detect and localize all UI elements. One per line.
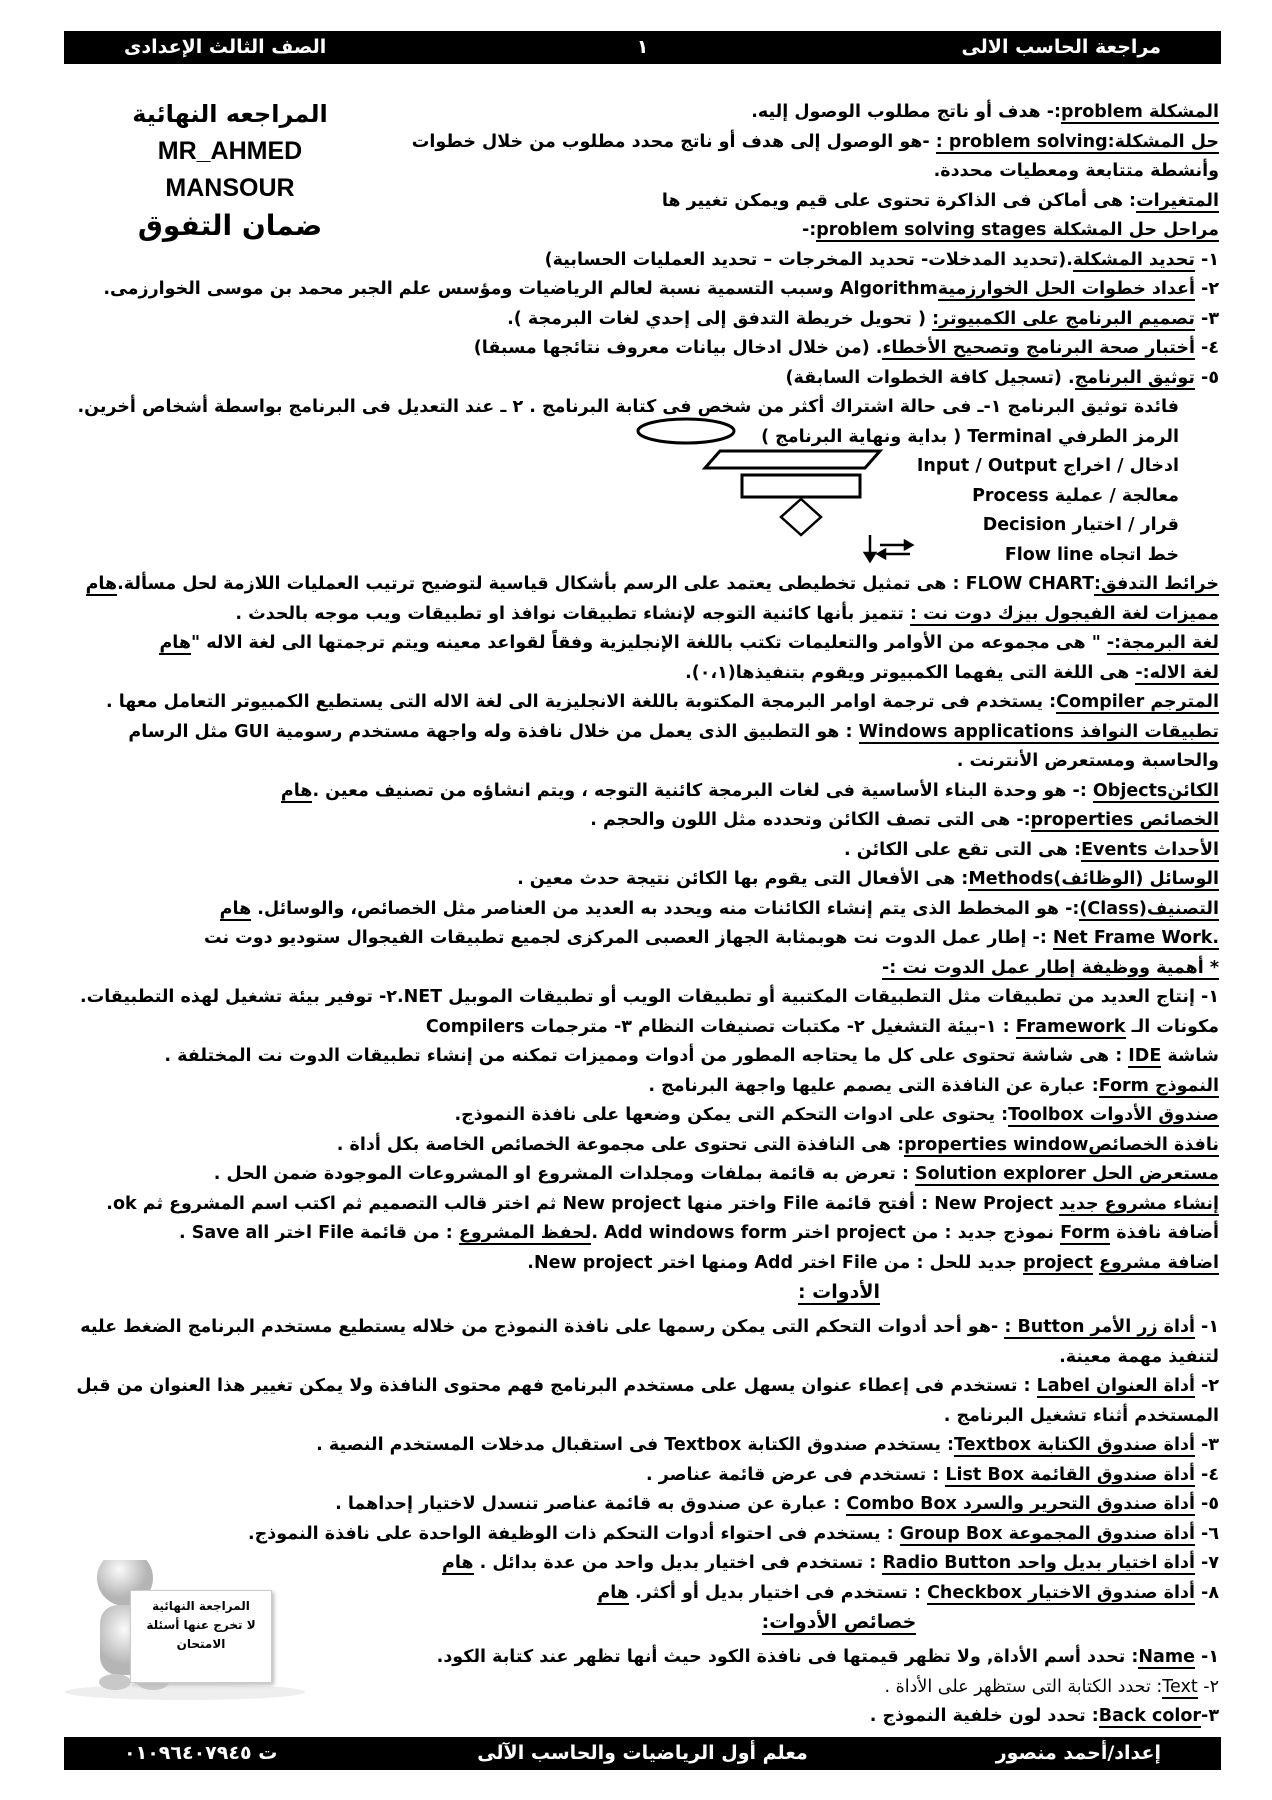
- text-line: [79, 895, 1219, 925]
- text-line: [79, 1490, 1219, 1520]
- text-line: [79, 600, 1219, 630]
- underlined-term: الأحداث Events: [1081, 839, 1219, 860]
- underlined-term: أداة صندوق التحرير والسرد Combo Box: [846, 1494, 1195, 1514]
- underlined-term: مراحل حل المشكلة problem solving stages: [816, 220, 1219, 240]
- text-segment: تتميز بأنها كائنية التوجه لإنشاء تطبيقات نوافذ او تطبيقات ويب موجه بالحدث .: [235, 603, 910, 624]
- underlined-term: هام: [280, 780, 313, 801]
- text-line: [79, 747, 1219, 777]
- underlined-term: أعداد خطوات الحل الخوارزمية: [937, 279, 1195, 299]
- text-line: [79, 364, 1219, 394]
- text-segment: : هى التى تقع على الكائن .: [844, 839, 1082, 860]
- footer-phone: ت ٠١٠٩٦٤٠٧٩٤٥: [124, 1742, 278, 1764]
- text-segment: شاشة: [1161, 1046, 1219, 1066]
- text-line: [79, 688, 1219, 718]
- text-segment: خط اتجاه Flow line: [1004, 544, 1179, 565]
- text-line: [79, 1343, 1219, 1373]
- text-segment: : هى النافذة التى تحتوى على مجموعة الخصائص الخاصة بكل أداة .: [336, 1134, 905, 1155]
- text-line: [79, 1190, 1219, 1220]
- text-segment: : هى الأفعال التى يقوم بها الكائن نتيجة حدث معين .: [517, 869, 969, 889]
- underlined-term: Text: [1162, 1676, 1198, 1697]
- side-title: المراجعه النهائية: [132, 100, 328, 128]
- text-line: [79, 1520, 1219, 1550]
- text-segment: . (تسجيل كافة الخطوات السابقة): [785, 367, 1075, 388]
- underlined-term: الخصائص properties: [1030, 810, 1219, 830]
- text-segment: : يستخدم صندوق الكتابة Textbox فى استقبال مدخلات المستخدم النصية .: [316, 1435, 955, 1455]
- text-segment: Algorithm وسبب التسمية نسبة لعالم الرياضيات ومؤسس علم الجبر محمد بن موسى الخوارزمى.: [103, 279, 938, 299]
- text-segment: : هى أماكن فى الذاكرة تحتوى على قيم ويمكن تغيير ها: [661, 190, 1137, 211]
- text-segment: المستخدم أثناء تشغيل البرنامج .: [943, 1405, 1219, 1426]
- text-segment: New Project : أفتح قائمة File واختر منها New project ثم اختر قالب التصميم ثم اكتب اسم المشروع ثم ok.: [106, 1193, 1060, 1214]
- figure-holding-sign: [45, 1560, 325, 1700]
- underlined-term: التصنيف(Class): [1079, 898, 1219, 919]
- text-segment: : هو التطبيق الذى يعمل من خلال نافذة وله واجهة مستخدم رسومية GUI مثل الرسام: [128, 721, 859, 742]
- page-header: [64, 31, 1221, 64]
- text-line: [79, 1101, 1219, 1131]
- underlined-term: أختبار صحة البرنامج وتصحيح الأخطاء: [882, 338, 1195, 358]
- underlined-term: خصائص الأدوات:: [761, 1611, 917, 1633]
- terminal-symbol-icon: [638, 419, 734, 443]
- text-segment: : تحدد أسم الأداة, ولا تظهر قيمتها فى نافذة الكود حيث أنها تظهر عند كتابة الكود.: [436, 1647, 1139, 1667]
- underlined-term: project: [1023, 1252, 1093, 1273]
- text-segment: : تحدد الكتابة التى ستظهر على الأداة .: [884, 1676, 1163, 1697]
- text-segment: ٤-: [1194, 1464, 1219, 1485]
- underlined-term: أداة صندوق المجموعة Group Box: [899, 1523, 1195, 1544]
- text-segment: FLOW CHART : هى تمثيل تخطيطى يعتمد على الرسم بأشكال قياسية لتوضيح ترتيب العمليات اللازمة لحل مسألة.: [117, 574, 1095, 594]
- text-segment: ٢-: [1194, 1376, 1219, 1396]
- underlined-term: الوسائل (الوظائف)Methods: [968, 869, 1219, 889]
- main-text: [76, 98, 1219, 1732]
- text-segment: : من قائمة File اختر Save all .: [178, 1223, 459, 1243]
- underlined-term: تصميم البرنامج على الكمبيوتر:: [932, 308, 1195, 329]
- text-segment: الرمز الطرفي Terminal ( بداية ونهاية البرنامج ): [761, 426, 1179, 447]
- text-segment: قرار / اختيار Decision: [982, 515, 1179, 535]
- text-segment: -هو أحد أدوات التحكم التى يمكن رسمها على نافذة النموذج من خلاله يستطيع مستخدم البرنامج الضغط عليه: [80, 1317, 1005, 1337]
- underlined-term: اضافة مشروع: [1098, 1252, 1219, 1273]
- underlined-term: النموذج Form: [1098, 1075, 1219, 1096]
- text-line: [79, 334, 1219, 364]
- underlined-term: نافذة الخصائصproperties window: [904, 1134, 1219, 1155]
- process-symbol-icon: [742, 475, 860, 497]
- text-segment: ٦-: [1194, 1523, 1219, 1544]
- underlined-term: تطبيقات النوافذ Windows applications: [858, 721, 1219, 742]
- text-segment: جديد للحل : من File اختر Add ومنها اختر New project.: [527, 1252, 1024, 1273]
- underlined-term: المتغيرات: [1136, 190, 1219, 211]
- text-segment: ( تحويل خريطة التدفق إلى إحدي لغات البرمجة ).: [507, 308, 933, 329]
- text-segment: مكونات الـ: [1125, 1016, 1219, 1037]
- underlined-term: Name: [1138, 1647, 1195, 1667]
- text-line: [79, 659, 1219, 689]
- underlined-term: إنشاء مشروع جديد: [1059, 1193, 1219, 1214]
- text-line: [76, 1372, 1219, 1402]
- text-segment: أضافة نافذة: [1110, 1223, 1219, 1243]
- text-segment: ١-: [1194, 1647, 1219, 1667]
- text-segment: : تستخدم فى إعطاء عنوان يسهل على مستخدم البرنامج فهم محتوى النافذة ولا يمكن تغيير هذا العنوان من قبل: [76, 1376, 1037, 1396]
- text-line: [79, 1431, 1219, 1461]
- text-line: [79, 718, 1219, 748]
- text-line: [79, 1278, 1219, 1313]
- header-title: مراجعة الحاسب الالى: [961, 36, 1161, 58]
- text-line: [79, 216, 1219, 246]
- text-line: [79, 275, 1219, 305]
- underlined-term: IDE: [1128, 1046, 1162, 1066]
- underlined-term: هام: [159, 633, 192, 653]
- text-segment: : يستخدم فى احتواء أدوات التحكم ذات الوظيفة الواحدة على نافذة النموذج.: [248, 1523, 900, 1544]
- text-line: [79, 246, 1219, 276]
- text-line: [79, 128, 1219, 158]
- underlined-term: هام: [85, 574, 118, 594]
- text-line: [79, 570, 1219, 600]
- underlined-term: * أهمية ووظيفة إطار عمل الدوت نت :-: [882, 957, 1219, 978]
- underlined-term: هام: [219, 898, 252, 919]
- underlined-term: أداة صندوق الاختيار Checkbox: [927, 1582, 1195, 1603]
- underlined-term: المترجم Compiler: [1056, 692, 1219, 712]
- text-segment: ٢-: [1197, 1676, 1219, 1697]
- text-segment: ٣-: [1201, 1706, 1219, 1726]
- text-segment: :-: [801, 220, 817, 240]
- text-segment: : تستخدم فى اختيار بديل واحد من عدة بدائل .: [473, 1553, 883, 1573]
- decision-symbol-icon: [781, 499, 821, 535]
- underlined-term: خرائط التدفق:: [1094, 574, 1219, 594]
- text-segment: ١-: [1194, 1317, 1219, 1337]
- text-segment: :- هو وحدة البناء الأساسية فى لغات البرمجة كائنية التوجه ، ويتم انشاؤه من تصنيف معين .: [312, 780, 1093, 801]
- text-segment: : تعرض به قائمة بملفات ومجلدات المشروع او المشروعات الموجودة ضمن الحل .: [213, 1164, 916, 1184]
- author-name-1: MR_AHMED: [157, 137, 303, 165]
- text-segment: : عبارة عن صندوق به قائمة عناصر تنسدل لاختيار إحداهما .: [335, 1494, 847, 1514]
- page-number: ١: [636, 36, 649, 58]
- text-line: [79, 1702, 1219, 1732]
- underlined-term: هام: [442, 1553, 474, 1573]
- text-segment: والحاسبة ومستعرض الأنترنت .: [956, 751, 1219, 771]
- text-line: [79, 305, 1219, 335]
- footer-role: معلم أول الرياضيات والحاسب الآلى: [477, 1742, 808, 1764]
- underlined-term: أداة اختيار بديل واحد Radio Button: [882, 1553, 1195, 1573]
- text-line: [79, 954, 1219, 984]
- exam-sign: [130, 1590, 272, 1683]
- underlined-term: أداة صندوق الكتابة Textbox: [954, 1435, 1195, 1455]
- text-segment: : تستخدم فى اختيار بديل أو أكثر.: [628, 1582, 928, 1603]
- author-name-2: MANSOUR: [165, 174, 295, 202]
- text-segment: ٨-: [1194, 1582, 1219, 1603]
- page-footer: [64, 1737, 1221, 1770]
- text-segment: ١-: [1194, 249, 1219, 270]
- text-segment: ٧-: [1194, 1553, 1219, 1573]
- slogan: ضمان التفوق: [137, 209, 323, 242]
- text-segment: : تحدد لون خلفية النموذج .: [869, 1706, 1099, 1726]
- text-segment: ٣-: [1194, 308, 1219, 329]
- text-line: [79, 1461, 1219, 1491]
- text-line: [79, 836, 1219, 866]
- text-segment: لتنفيذ مهمة معينة.: [1059, 1346, 1219, 1367]
- text-segment: : هى شاشة تحتوى على كل ما يحتاجه المطور من أدوات ومميزات تمكنه من إنشاء تطبيقات الدوت نت المختلفة .: [164, 1046, 1129, 1066]
- text-segment: .(تحديد المدخلات- تحديد المخرجات – تحديد العمليات الحسابية): [544, 249, 1073, 270]
- text-line: [79, 1013, 1219, 1043]
- text-segment: وأنشطة متتابعة ومعطيات محددة.: [933, 161, 1219, 181]
- text-line: [79, 1160, 1219, 1190]
- text-line: [79, 1042, 1219, 1072]
- text-line: [79, 1249, 1219, 1279]
- input-output-symbol-icon: [705, 451, 880, 468]
- underlined-term: أداة صندوق القائمة List Box: [945, 1464, 1195, 1485]
- text-line: [79, 629, 1219, 659]
- text-segment: :- هدف أو ناتج مطلوب الوصول إليه.: [751, 102, 1062, 122]
- underlined-term: أداة العنوان Label: [1036, 1376, 1195, 1396]
- text-line: [79, 1219, 1219, 1249]
- text-line: [79, 924, 1219, 954]
- underlined-term: مستعرض الحل Solution explorer: [915, 1164, 1219, 1184]
- text-segment: ادخال / اخراج Input / Output: [916, 456, 1179, 476]
- text-segment: ٢-: [1194, 279, 1219, 299]
- underlined-term: المشكلة problem: [1061, 102, 1219, 122]
- text-line: [79, 806, 1219, 836]
- underlined-term: Framework: [1015, 1016, 1126, 1037]
- text-segment: : يحتوى على ادوات التحكم التى يمكن وضعها على نافذة النموذج.: [454, 1105, 1009, 1125]
- text-line: [79, 98, 1219, 128]
- text-segment: : يستخدم فى ترجمة اوامر البرمجة المكتوبة باللغة الانجليزية الى لغة الاله التى يستطيع الكمبيوتر التعامل معها .: [106, 692, 1057, 712]
- text-segment: ٥-: [1194, 1494, 1219, 1514]
- text-line: [79, 157, 1219, 187]
- header-grade: الصف الثالث الإعدادى: [124, 36, 327, 58]
- text-segment: معالجة / عملية Process: [972, 485, 1179, 506]
- text-segment: : عبارة عن النافذة التى يصمم عليها واجهة البرنامج .: [648, 1075, 1099, 1096]
- underlined-term: لغة البرمجة:-: [1106, 633, 1219, 653]
- text-segment: ٣-: [1194, 1435, 1219, 1455]
- text-segment: " هى مجموعه من الأوامر والتعليمات تكتب باللغة الإنجليزية وفقاً لقواعد معينه ويتم ترجمتها الى لغة الاله ": [191, 633, 1107, 653]
- underlined-term: لغة الاله:-: [1135, 662, 1219, 683]
- underlined-term: .Net Frame Work: [1052, 928, 1219, 948]
- text-line: [79, 1131, 1219, 1161]
- text-segment: -هو الوصول إلى هدف أو ناتج محدد مطلوب من خلال خطوات: [411, 131, 936, 152]
- underlined-term: توثيق البرنامج: [1074, 367, 1195, 388]
- sign-line: الامتحان: [176, 1637, 226, 1651]
- text-segment: ٤-: [1194, 338, 1219, 358]
- underlined-term: حل المشكلة:problem solving :: [935, 131, 1219, 152]
- text-line: [79, 187, 1219, 217]
- text-segment: : ١-بيئة التشغيل ٢- مكتبات تصنيفات النظام ٣- مترجمات Compilers: [425, 1016, 1016, 1037]
- text-segment: :- هى التى تصف الكائن وتحدده مثل اللون والحجم .: [590, 810, 1031, 830]
- flow-line-symbol-icon: [865, 535, 912, 561]
- text-segment: ٥-: [1194, 367, 1219, 388]
- text-line: [79, 1313, 1219, 1343]
- text-segment: . (من خلال ادخال بيانات معروف نتائجها مسبقا): [473, 338, 883, 358]
- text-segment: : تستخدم فى عرض قائمة عناصر .: [646, 1464, 946, 1485]
- text-line: [79, 865, 1219, 895]
- underlined-term: صندوق الأدوات Toolbox: [1008, 1105, 1219, 1125]
- sign-line: لا تخرج عنها أسئلة: [146, 1618, 256, 1632]
- underlined-term: تحديد المشكلة: [1072, 249, 1195, 270]
- text-line: [79, 983, 1219, 1013]
- text-line: [79, 1072, 1219, 1102]
- flowchart-symbols: [620, 415, 920, 565]
- text-line: [79, 1402, 1219, 1432]
- underlined-term: Form: [1060, 1223, 1111, 1243]
- text-segment: هى اللغة التى يفهما الكمبيوتر ويقوم بتنفيذها(٠،١).: [685, 662, 1136, 683]
- underlined-term: لحفظ المشروع: [458, 1223, 592, 1243]
- underlined-term: الكائنObjects: [1092, 780, 1219, 801]
- text-segment: فائدة توثيق البرنامج ١-ـ فى حالة اشتراك أكثر من شخص فى كتابة البرنامج . ٢ ـ عند التعديل فى البرنامج بواسطة أشخاص أخرين.: [77, 397, 1179, 417]
- text-segment: نموذج جديد : من project اختر Add windows form .: [591, 1223, 1061, 1243]
- underlined-term: أداة زر الأمر Button :: [1004, 1317, 1195, 1337]
- underlined-term: Back color: [1098, 1706, 1202, 1726]
- text-segment: ١- إنتاج العديد من تطبيقات مثل التطبيقات المكتبية أو تطبيقات الويب أو تطبيقات الموبيل NET.٢- توفير بيئة تشغيل لهذه التطبيقات.: [79, 987, 1219, 1007]
- text-segment: :- هو المخطط الذى يتم إنشاء الكائنات منه ويحدد به العديد من العناصر مثل الخصائص، والوسائل.: [251, 898, 1080, 919]
- footer-author: إعداد/أحمد منصور: [995, 1742, 1161, 1764]
- text-line: [79, 777, 1219, 807]
- underlined-term: مميزات لغة الفيجول بيزك دوت نت :: [909, 603, 1219, 624]
- underlined-term: هام: [597, 1582, 629, 1603]
- sign-line: المراجعة النهائية: [152, 1599, 250, 1613]
- underlined-term: الأدوات :: [797, 1281, 881, 1303]
- text-segment: :- إطار عمل الدوت نت هوبمثابة الجهاز العصبى المركزى لجميع تطبيقات الفيجوال ستوديو دوت نت: [203, 928, 1053, 948]
